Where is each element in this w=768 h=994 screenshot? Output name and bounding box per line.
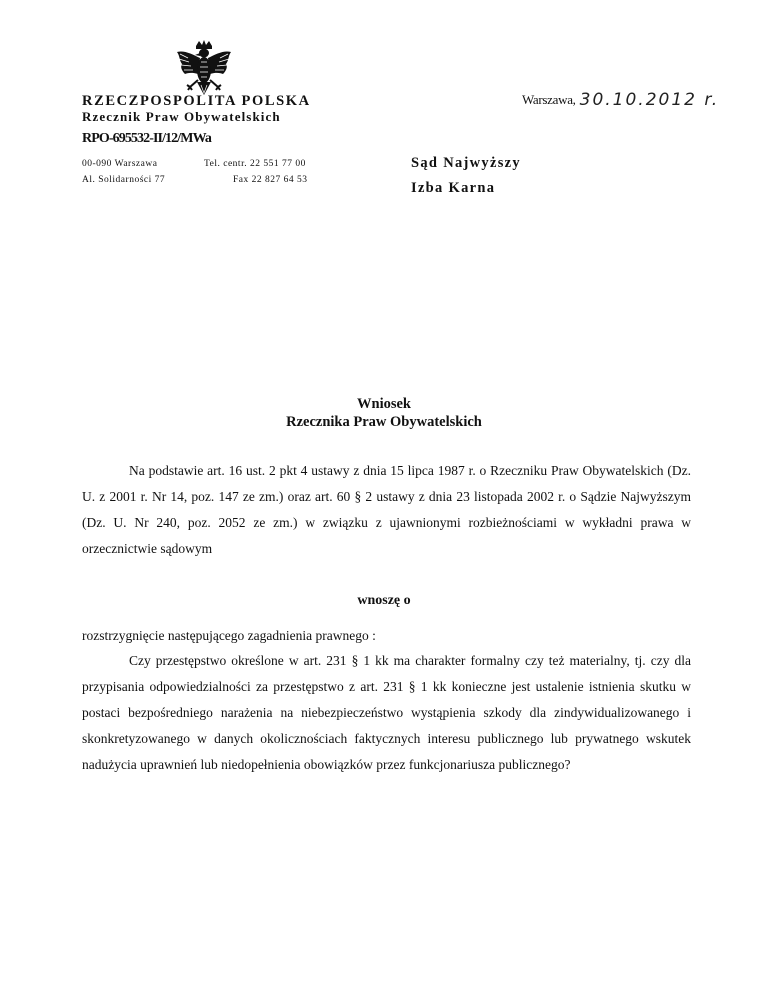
legal-question-paragraph: Czy przestępstwo określone w art. 231 § 1 kk ma charakter formalny czy też materialny, tj. czy dla przypisania odpowiedzialności za przestępstwo z art. 231 § 1 kk konieczne jest ustalenie istnienia skutku w postaci bezpośredniego narażenia na niebezpieczeństwo wystąpienia szkody dla zindywidualizowanego i skonkretyzowanego w danych okolicznościach faktycznych interesu publicznego lub prywatnego wskutek nadużycia uprawnień lub niedopełnienia obowiązków przez funkcjonariusza publicznego? (82, 653, 691, 772)
resolve-line: rozstrzygnięcie następującego zagadnienia prawnego : (82, 628, 376, 643)
date-line (522, 90, 719, 110)
handwritten-date: 30.10.2012 r. (579, 90, 720, 110)
organization-subtitle: Rzecznik Praw Obywatelskich (82, 109, 281, 124)
reference-number: RPO-695532-II/12/MWa (82, 131, 211, 146)
request-heading: wnoszę o (357, 593, 411, 608)
organization-name: RZECZPOSPOLITA POLSKA (82, 93, 311, 109)
document-subtitle: Rzecznika Praw Obywatelskich (286, 414, 482, 430)
addressee-court: Sąd Najwyższy (411, 155, 521, 171)
phone-number: Tel. centr. 22 551 77 00 (204, 159, 306, 169)
address-postal: 00-090 Warszawa (82, 159, 158, 169)
address-street: Al. Solidarności 77 (82, 175, 166, 185)
addressee-chamber: Izba Karna (411, 180, 496, 196)
document-title: Wniosek (357, 396, 411, 412)
intro-paragraph: Na podstawie art. 16 ust. 2 pkt 4 ustawy z dnia 15 lipca 1987 r. o Rzeczniku Praw Obywatelskich (Dz. U. z 2001 r. Nr 14, poz. 147 ze zm.) oraz art. 60 § 2 ustawy z dnia 23 listopada 2002 r. o Sądzie Najwyższym (Dz. U. Nr 240, poz. 2052 ze zm.) w związku z ujawnionymi rozbieżnościami w wykładni prawa w orzecznictwie sądowym (82, 463, 691, 556)
fax-number: Fax 22 827 64 53 (233, 175, 308, 185)
date-label: Warszawa, (522, 92, 576, 107)
